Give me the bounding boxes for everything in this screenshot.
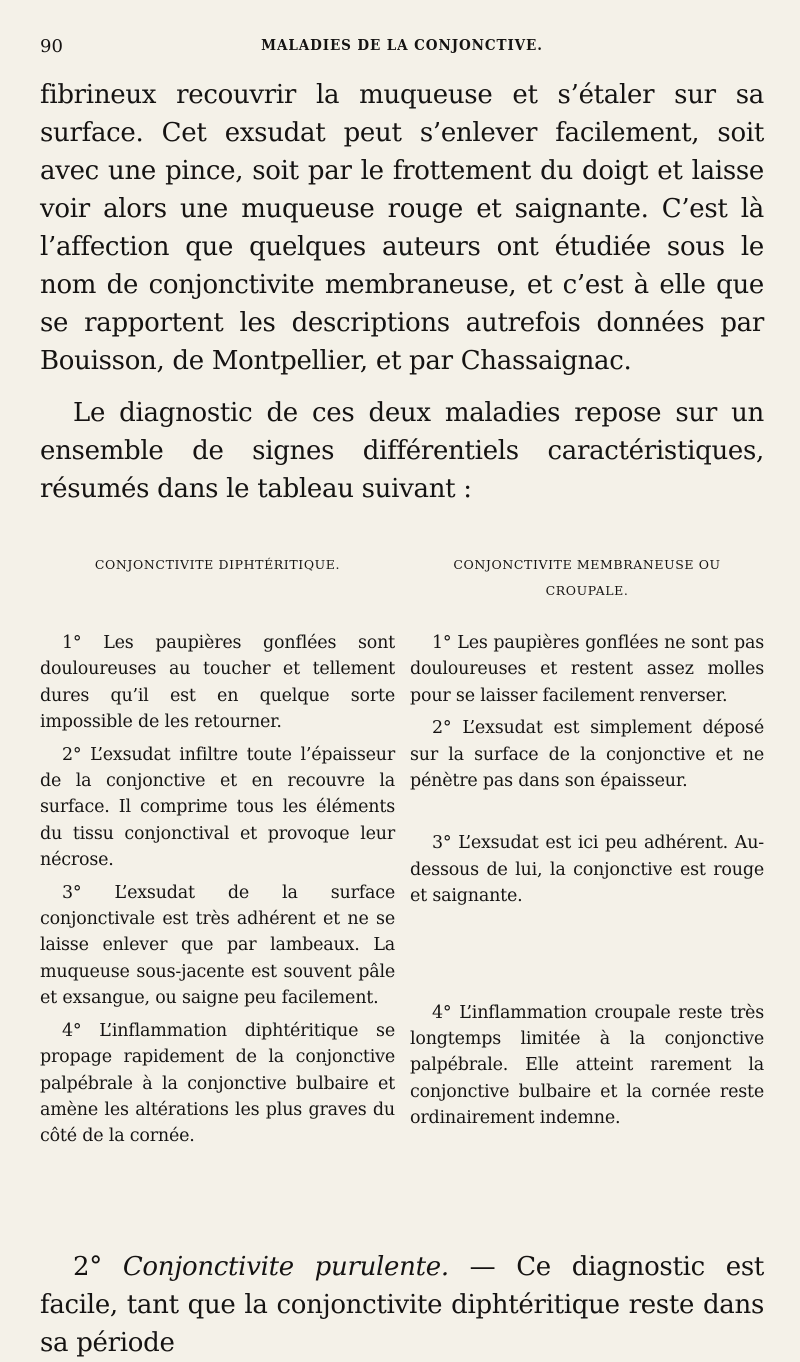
table-item: 4° L’inflammation croupale reste très longtemps limitée à la conjonctive palpébrale. Elle atteint rarement la conjonctive bulbaire et la cornée reste ordinairement indemne.: [410, 1002, 764, 1129]
paragraph-continuation: [40, 76, 764, 380]
paragraph-text: fibrineux recouvrir la muqueuse et s’étaler sur sa surface. Cet exsudat peut s’enlever facilement, soit avec une pince, soit par le frottement du doigt et laisse voir alors une muqueuse rouge et saignante. C’est là l’affection que quelques auteurs ont étudiée sous le nom de conjonctivite membraneuse, et c’est à elle que se rapportent les descriptions autrefois données par Bouisson, de Montpellier, et par Chassaignac.: [40, 80, 764, 376]
table-item: 4° L’inflammation diphtéritique se propage rapidement de la conjonctive palpébrale à la conjonctive bulbaire et amène les altérations les plus graves du côté de la cornée.: [40, 1020, 395, 1147]
column-heading: CONJONCTIVITE DIPHTÉRITIQUE.: [94, 557, 341, 572]
table-item: 1° Les paupières gonflées sont douloureuses au toucher et tellement dures qu’il est en quelque sorte impossible de les retourner.: [40, 633, 395, 733]
paragraph-text: [40, 1248, 764, 1362]
table-item: 2° L’exsudat infiltre toute l’épaisseur de la conjonctive et en recouvre la surface. Il comprime tous les éléments du tissu conjonctival et provoque leur nécrose.: [40, 744, 395, 871]
table-column-diphteritique: [40, 552, 395, 1150]
section-number: 2°: [73, 1252, 102, 1282]
section-title: Conjonctivite purulente.: [122, 1252, 449, 1282]
table-item: 3° L’exsudat de la surface conjonctivale est très adhérent et ne se laisse enlever que par lambeaux. La muqueuse sous-jacente est souvent pâle et exsangue, ou saigne peu facilement.: [40, 882, 395, 1009]
paragraph-text: Le diagnostic de ces deux maladies repose sur un ensemble de signes différentiels caractéristiques, résumés dans le tableau suivant :: [40, 398, 764, 504]
page-number: 90: [40, 36, 63, 57]
page-header: [40, 36, 764, 60]
paragraph-diagnostic-intro: [40, 394, 764, 508]
table-item: 3° L’exsudat est ici peu adhérent. Au-dessous de lui, la conjonctive est rouge et saignante.: [410, 833, 764, 907]
table-item: 1° Les paupières gonflées ne sont pas douloureuses et restent assez molles pour se laisser facilement renverser.: [410, 633, 764, 706]
table-column-croupale: [410, 552, 764, 1132]
paragraph-rest: — Ce diagnostic est facile, tant que la conjonctivite diphtéritique reste dans sa période: [40, 1252, 765, 1358]
table-item: 2° L’exsudat est simplement déposé sur la surface de la conjonctive et ne pénètre pas dans son épaisseur.: [410, 718, 764, 792]
running-title: MALADIES DE LA CONJONCTIVE.: [261, 36, 543, 54]
column-heading: CONJONCTIVITE MEMBRANEUSE OU CROUPALE.: [453, 557, 721, 598]
paragraph-purulente: [40, 1248, 764, 1362]
